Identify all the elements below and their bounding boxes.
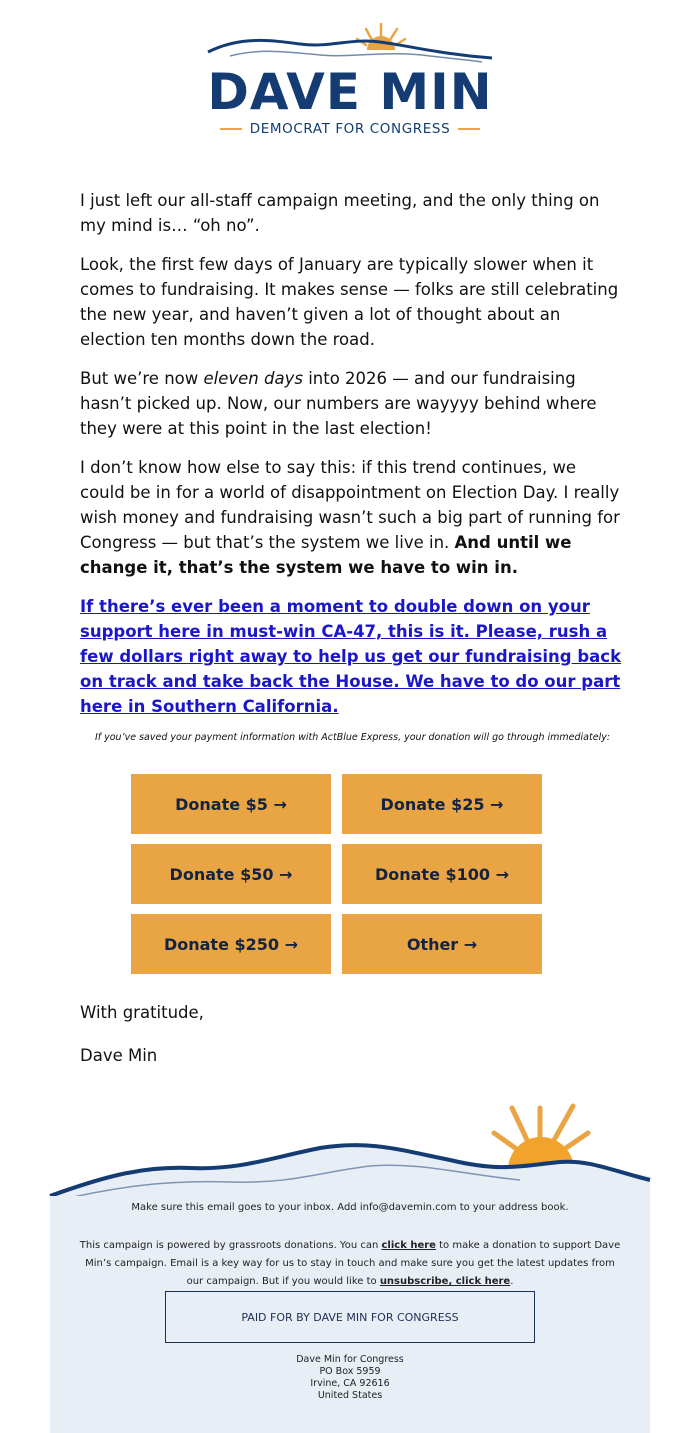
paragraph-4-strong: And until we change it, that’s the system we have to win in. <box>80 533 572 577</box>
address-line: Irvine, CA 92616 <box>310 1378 390 1389</box>
tagline: DEMOCRAT FOR CONGRESS <box>249 121 451 137</box>
address-line: United States <box>317 1390 383 1401</box>
mailing-address <box>50 1354 650 1402</box>
cta-paragraph <box>80 594 625 719</box>
closing: With gratitude, <box>80 1003 204 1022</box>
footer-text-b: to make a donation to support Dave Min’s campaign. Email is a key way for us to stay in touch and make sure you get the latest updates from our campaign. But if you would like to <box>85 1240 621 1287</box>
donate-5-button[interactable]: Donate $5 → <box>131 774 331 834</box>
donate-other-button[interactable]: Other → <box>342 914 542 974</box>
actblue-express-note: If you’ve saved your payment information with ActBlue Express, your donation will go through immediately: <box>94 732 611 743</box>
tagline-row <box>0 120 700 138</box>
paragraph-3-text-b: into 2026 — and our fundraising hasn’t picked up. Now, our numbers are wayyyy behind where they were at this point in the last election! <box>80 369 597 438</box>
letter-body <box>80 188 625 733</box>
footer <box>50 1196 650 1433</box>
signature-name: Dave Min <box>80 1046 158 1065</box>
footer-text-a: This campaign is powered by grassroots donations. You can <box>79 1240 382 1251</box>
brand-name: DAVE MIN <box>207 63 493 121</box>
donate-cta-link[interactable]: If there’s ever been a moment to double down on your support here in must-win CA-47, this is it. Please, rush a few dollars right away to help us get our fundraising back on track and take back the House. We have to do our part here in Southern California. <box>80 597 622 716</box>
paid-for-disclaimer: PAID FOR BY DAVE MIN FOR CONGRESS <box>165 1291 535 1343</box>
paragraph-3-text-a: But we’re now <box>80 369 204 388</box>
paragraph-4 <box>80 455 625 580</box>
paragraph-2: Look, the first few days of January are typically slower when it comes to fundraising. It makes sense — folks are still celebrating the new year, and haven’t given a lot of thought about an election ten months down the road. <box>80 255 619 349</box>
donate-250-button[interactable]: Donate $250 → <box>131 914 331 974</box>
footer-donate-link[interactable]: click here <box>381 1240 436 1251</box>
donate-100-button[interactable]: Donate $100 → <box>342 844 542 904</box>
inbox-note: Make sure this email goes to your inbox. Add info@davemin.com to your address book. <box>131 1202 569 1213</box>
donate-50-button[interactable]: Donate $50 → <box>131 844 331 904</box>
paragraph-1: I just left our all-staff campaign meeting, and the only thing on my mind is… “oh no”. <box>80 191 600 235</box>
paragraph-3 <box>80 366 625 441</box>
donate-button-grid <box>131 774 542 974</box>
footer-paragraph <box>78 1237 622 1291</box>
tagline-divider-left <box>220 128 242 130</box>
signoff <box>80 1000 625 1086</box>
address-line: Dave Min for Congress <box>296 1354 404 1365</box>
unsubscribe-link[interactable]: unsubscribe, click here <box>379 1276 511 1287</box>
sunset-wave-icon <box>0 1100 700 1200</box>
header <box>0 0 700 150</box>
address-line: PO Box 5959 <box>319 1366 381 1377</box>
paragraph-3-emphasis: eleven days <box>203 369 303 388</box>
donate-25-button[interactable]: Donate $25 → <box>342 774 542 834</box>
footer-text-c: . <box>510 1276 514 1287</box>
tagline-divider-right <box>458 128 480 130</box>
paragraph-4-text: I don’t know how else to say this: if this trend continues, we could be in for a world of disappointment on Election Day. I really wish money and fundraising wasn’t such a big part of running for Congress — but that’s the system we live in. <box>80 458 620 552</box>
